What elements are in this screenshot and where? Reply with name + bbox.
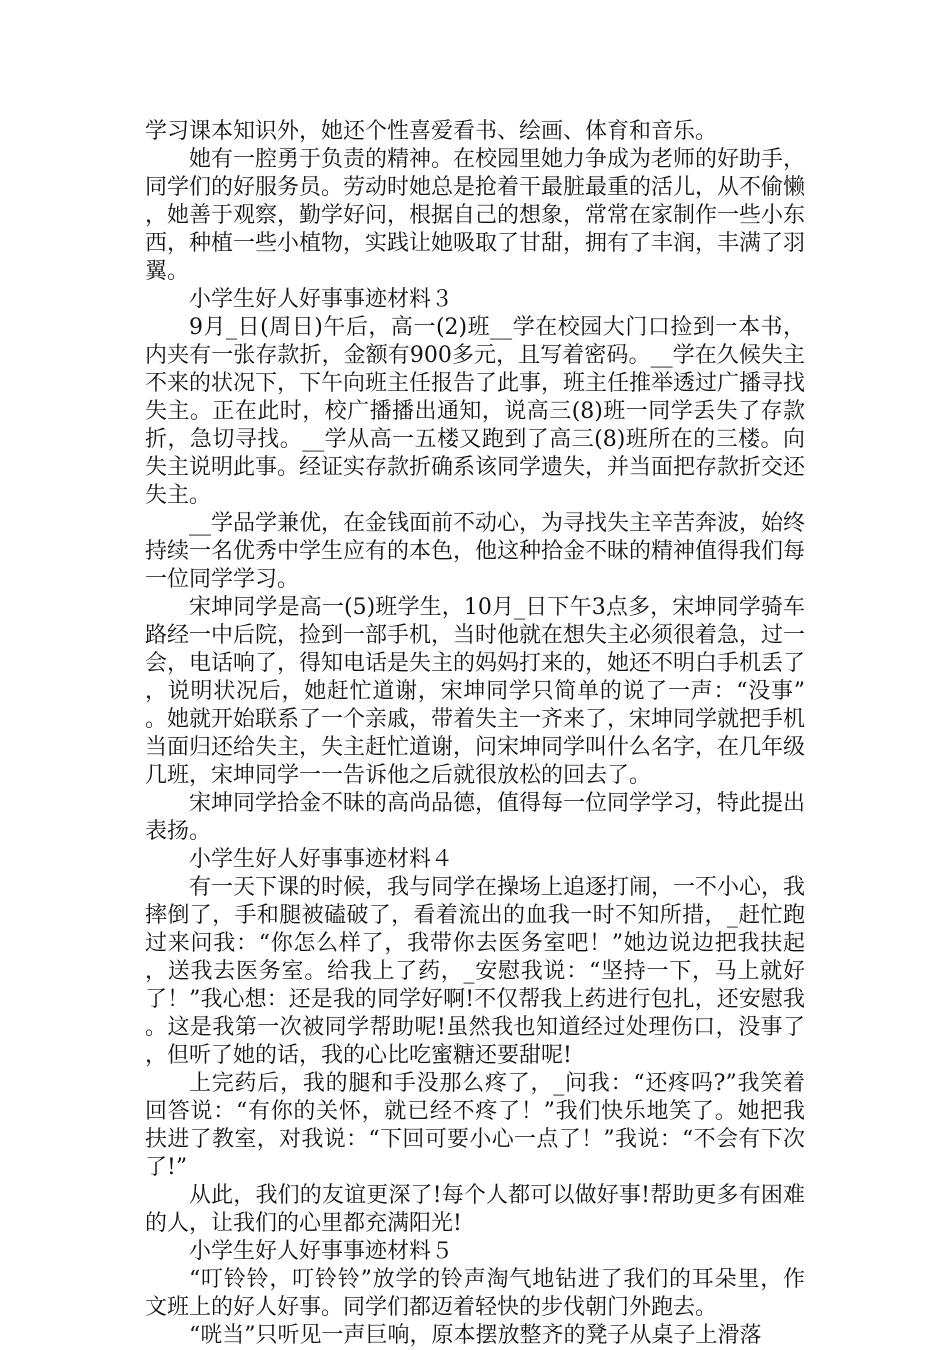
section-heading: 小学生好人好事事迹材料５: [189, 1239, 454, 1264]
paragraph: 她有一腔勇于负责的精神。在校园里她力争成为老师的好助手，同学们的好服务员。劳动时她总是抢着干最脏最重的活儿，从不偷懒，她善于观察，勤学好问，根据自己的想象，常常在家制作一些小东西，种植一些小植物，实践让她吸取了甘甜，拥有了丰润，丰满了羽翼。: [145, 147, 806, 284]
section-heading: 小学生好人好事事迹材料４: [189, 847, 454, 872]
paragraph: 有一天下课的时候，我与同学在操场上追逐打闹，一不小心，我摔倒了，手和腿被磕破了，看着流出的血我一时不知所措，_赶忙跑过来问我：“你怎么样了，我带你去医务室吧！”她边说边把我扶起，送我去医务室。给我上了药，_安慰我说：“坚持一下，马上就好了！”我心想：还是我的同学好啊!不仅帮我上药进行包扎，还安慰我。这是我第一次被同学帮助呢!虽然我也知道经过处理伤口，没事了，但听了她的话，我的心比吃蜜糖还要甜呢!: [145, 875, 806, 1068]
paragraph: 9月_日(周日)午后，高一(2)班__学在校园大门口捡到一本书，内夹有一张存款折，金额有900多元，且写着密码。__学在久候失主不来的状况下，下午向班主任报告了此事，班主任推举透过广播寻找失主。正在此时，校广播播出通知，说高三(8)班一同学丢失了存款折，急切寻找。__学从高一五楼又跑到了高三(8)班所在的三楼。向失主说明此事。经证实存款折确系该同学遗失，并当面把存款折交还失主。: [145, 315, 806, 508]
paragraph: “咣当”只听见一声巨响，原本摆放整齐的凳子从桌子上滑落: [189, 1323, 762, 1348]
paragraph: 上完药后，我的腿和手没那么疼了，_问我：“还疼吗?”我笑着回答说：“有你的关怀，就已经不疼了！”我们快乐地笑了。她把我扶进了教室，对我说：“下回可要小心一点了！”我说：“不会有下次了!”: [145, 1071, 805, 1180]
paragraph: 宋坤同学是高一(5)班学生，10月_日下午3点多，宋坤同学骑车路经一中后院，捡到一部手机，当时他就在想失主必须很着急，过一会，电话响了，得知电话是失主的妈妈打来的，她还不明白手机丢了，说明状况后，她赶忙道谢，宋坤同学只简单的说了一声：“没事”。她就开始联系了一个亲戚，带着失主一齐来了，宋坤同学就把手机当面归还给失主，失主赶忙道谢，问宋坤同学叫什么名字，在几年级几班，宋坤同学一一告诉他之后就很放松的回去了。: [145, 595, 806, 788]
paragraph: 学习课本知识外，她还个性喜爱看书、绘画、体育和音乐。: [145, 119, 718, 144]
document-page: [145, 118, 805, 1350]
paragraph: “叮铃铃，叮铃铃”放学的铃声淘气地钻进了我们的耳朵里，作文班上的好人好事。同学们都迈着轻快的步伐朝门外跑去。: [145, 1267, 805, 1320]
paragraph: __学品学兼优，在金钱面前不动心，为寻找失主辛苦奔波，始终持续一名优秀中学生应有的本色，他这种拾金不昧的精神值得我们每一位同学学习。: [145, 511, 806, 592]
paragraph: 从此，我们的友谊更深了!每个人都可以做好事!帮助更多有困难的人，让我们的心里都充满阳光!: [145, 1183, 805, 1236]
section-heading: 小学生好人好事事迹材料３: [189, 287, 454, 312]
paragraph: 宋坤同学拾金不昧的高尚品德，值得每一位同学学习，特此提出表扬。: [145, 791, 806, 844]
